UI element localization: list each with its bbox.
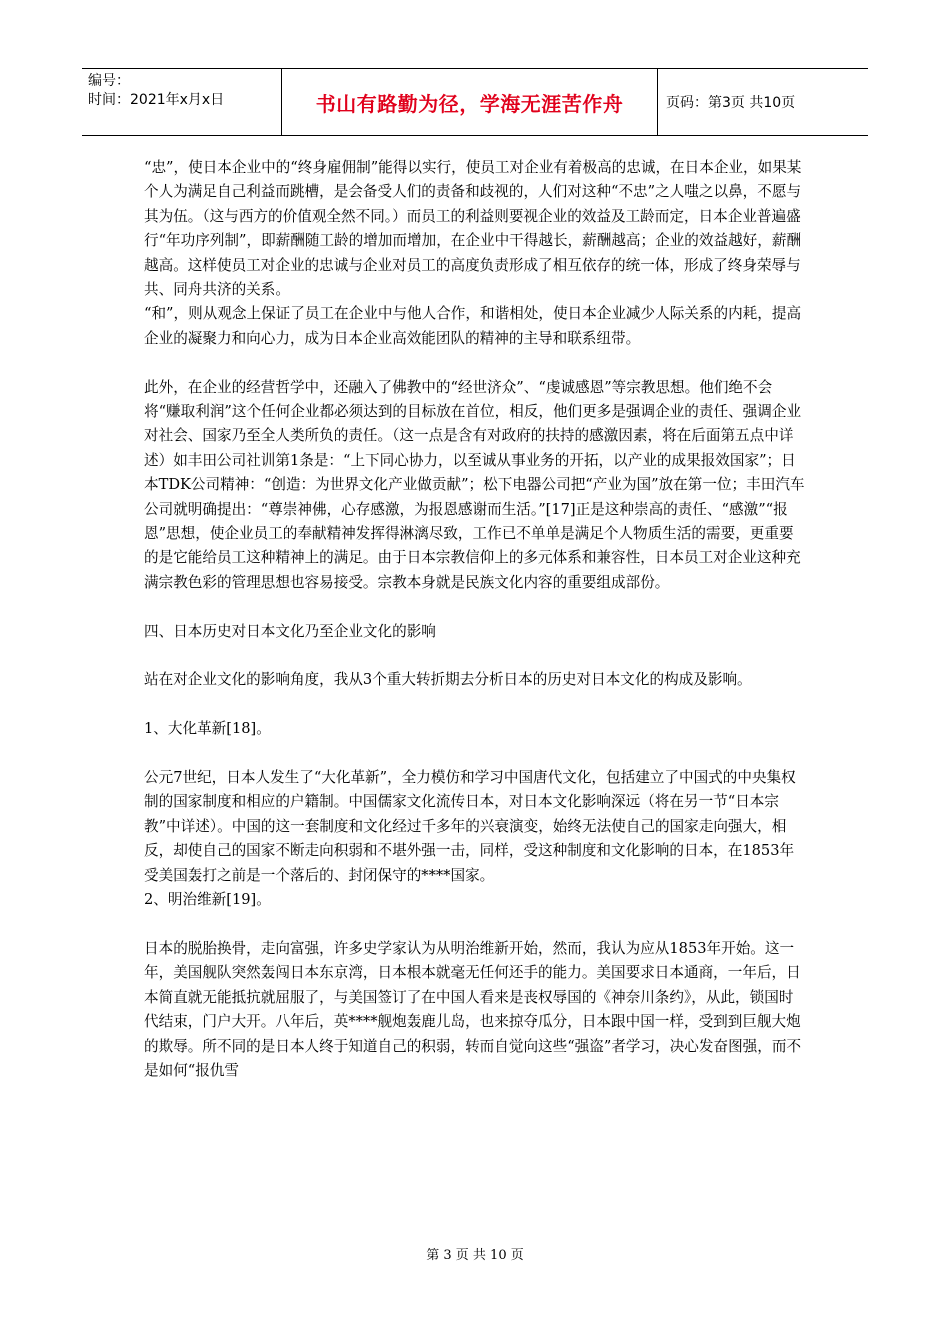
paragraph-loyalty: “忠”，使日本企业中的“终身雇佣制”能得以实行，使员工对企业有着极高的忠诚，在日本企业，如果某个人为满足自己利益而跳槽，是会备受人们的责备和歧视的，人们对这种“不忠”之人嗤之以鼻，不愿与其为伍。（这与西方的价值观全然不同。）而员工的利益则要视企业的效益及工龄而定，日本企业普遍盛行“年功序列制”，即薪酬随工龄的增加而增加，在企业中干得越长，薪酬越高；企业的效益越好，薪酬越高。这样使员工对企业的忠诚与企业对员工的高度负责形成了相互依存的统一体，形成了终身荣辱与共、同舟共济的关系。 bbox=[144, 159, 802, 299]
date-label: 时间：2021年x月x日 bbox=[88, 92, 225, 108]
header-motto: 书山有路勤为径，学海无涯苦作舟 bbox=[282, 69, 658, 135]
header-meta bbox=[82, 69, 282, 135]
document-body bbox=[144, 156, 806, 1083]
page-footer: 第 3 页 共 10 页 bbox=[426, 1248, 524, 1263]
paragraph-taika-reform: 公元7世纪，日本人发生了“大化革新”，全力模仿和学习中国唐代文化，包括建立了中国式的中央集权制的国家制度和相应的户籍制。中国儒家文化流传日本，对日本文化影响深远（将在另一节“日本宗教”中详述）。中国的这一套制度和文化经过千多年的兴衰演变，始终无法使自己的国家走向强大，相反，却使自己的国家不断走向积弱和不堪外强一击，同样，受这种制度和文化影响的日本，在1853年受美国轰打之前是一个落后的、封闭保守的****国家。 bbox=[144, 769, 796, 884]
section-heading-history: 四、日本历史对日本文化乃至企业文化的影响 bbox=[144, 622, 436, 640]
subheading-taika-reform: 1、大化革新[18]。 bbox=[144, 720, 271, 738]
paragraph-meiji-restoration: 日本的脱胎换骨，走向富强，许多史学家认为从明治维新开始，然而，我认为应从1853年开始。这一年，美国舰队突然轰闯日本东京湾，日本根本就毫无任何还手的能力。美国要求日本通商，一年后，日本简直就无能抵抗就屈服了，与美国签订了在中国人看来是丧权辱国的《神奈川条约》，从此，锁国时代结束，门户大开。八年后，英****舰炮轰鹿儿岛，也来掠夺瓜分，日本跟中国一样，受到到巨舰大炮的欺辱。所不同的是日本人终于知道自己的积弱，转而自觉向这些“强盗”者学习，决心发奋图强，而不是如何“报仇雪 bbox=[144, 939, 802, 1079]
paragraph-harmony: “和”，则从观念上保证了员工在企业中与他人合作，和谐相处，使日本企业减少人际关系的内耗，提高企业的凝聚力和向心力，成为日本企业高效能团队的精神的主导和联系纽带。 bbox=[144, 305, 802, 347]
paragraph-religion: 此外，在企业的经营哲学中，还融入了佛教中的“经世济众”、“虔诚感恩”等宗教思想。他们绝不会将“赚取利润”这个任何企业都必须达到的目标放在首位，相反，他们更多是强调企业的责任、强调企业对社会、国家乃至全人类所负的责任。（这一点是含有对政府的扶持的感激因素，将在后面第五点中详述）如丰田公司社训第1条是：“上下同心协力，以至诚从事业务的开拓，以产业的成果报效国家”；日本TDK公司精神：“创造：为世界文化产业做贡献”；松下电器公司把“产业为国”放在第一位；丰田汽车公司就明确提出：“尊崇神佛，心存感激，为报恩感谢而生活。”[17]正是这种崇高的责任、“感激”“报恩”思想，使企业员工的奉献精神发挥得淋漓尽致，工作已不单单是满足个人物质生活的需要，更重要的是它能给员工这种精神上的满足。由于日本宗教信仰上的多元体系和兼容性，日本员工对企业这种充满宗教色彩的管理思想也容易接受。宗教本身就是民族文化内容的重要组成部份。 bbox=[144, 378, 805, 591]
document-header bbox=[82, 68, 868, 136]
header-page-info: 页码：第3页 共10页 bbox=[666, 95, 796, 111]
subheading-meiji-restoration: 2、明治维新[19]。 bbox=[144, 891, 271, 909]
number-label: 编号： bbox=[88, 73, 130, 89]
paragraph-intro-history: 站在对企业文化的影响角度，我从3个重大转折期去分析日本的历史对日本文化的构成及影响。 bbox=[144, 671, 752, 689]
